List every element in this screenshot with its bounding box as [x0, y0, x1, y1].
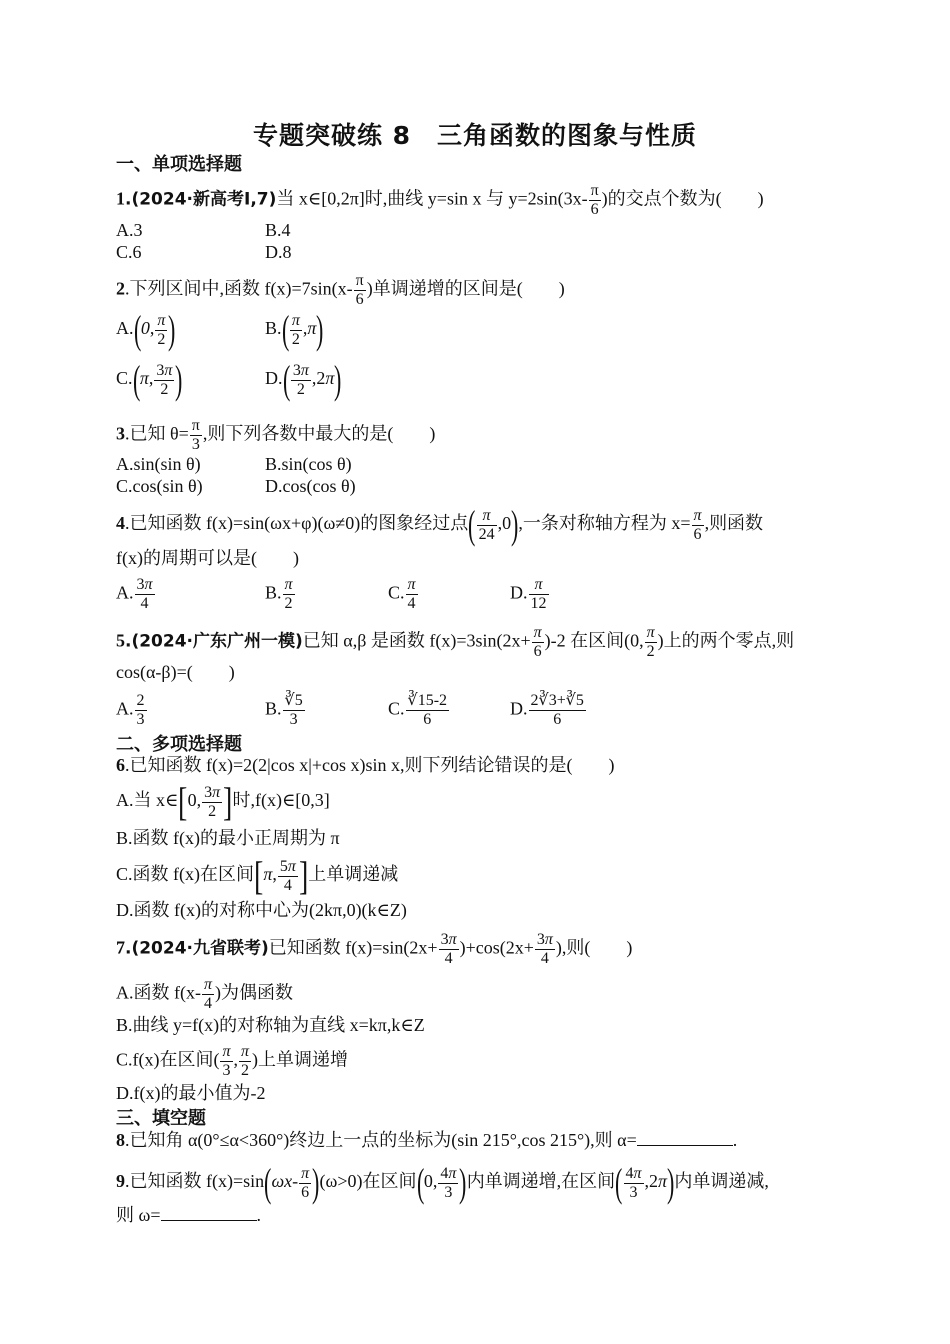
question-5: 5.(2024·广东广州一模)已知 α,β 是函数 f(x)=3sin(2x+ $\frac{\pi}{6}$ )-2 在区间(0, $\frac{\pi}{2}$ )上的两个零点,则	[116, 624, 795, 660]
q1-option-d[interactable]: D.8	[265, 242, 292, 262]
q4-option-a[interactable]: A. $\frac{3\pi}{4}$	[116, 576, 153, 612]
q6-option-c[interactable]: C.函数 f(x)在区间[π, $\frac{5\pi}{4}$ ]上单调递减	[116, 853, 399, 898]
question-source: .(2024·九省联考)	[125, 938, 269, 959]
question-number: 5	[116, 630, 125, 651]
q4-option-c[interactable]: C. $\frac{\pi}{4}$	[388, 576, 416, 612]
question-text-end: )单调递增的区间是( )	[366, 278, 565, 299]
page-title: 专题突破练 8 三角函数的图象与性质	[252, 121, 698, 150]
q2-option-c[interactable]: C.(π, $\frac{3\pi}{2}$ )	[116, 357, 183, 402]
q5-option-c[interactable]: C. $\frac{∛15-2}{6}$	[388, 692, 448, 728]
question-text-end: ,则下列各数中最大的是( )	[202, 423, 436, 444]
question-text: .已知函数 f(x)=2(2|cos x|+cos x)sin x,则下列结论错误的是( )	[125, 755, 615, 775]
section-heading-multiple-choice: 二、多项选择题	[116, 734, 242, 755]
question-6	[116, 753, 614, 777]
q5-option-b[interactable]: B. $\frac{∛5}{3}$	[265, 692, 303, 728]
question-3	[116, 417, 435, 454]
q5-option-a[interactable]: A. $\frac{2}{3}$	[116, 692, 145, 728]
q7-option-c[interactable]: C.f(x)在区间( $\frac{\pi}{3}$ , $\frac{\pi}{2}$ )上单调递增	[116, 1043, 349, 1079]
question-9: 9.已知函数 f(x)=sin(ωx- $\frac{\pi}{6}$ )(ω>0)在区间(0, $\frac{4\pi}{3}$ )内单调递增,在区间( $\frac{4\pi}{3}$ ,2π)内单调递减,	[116, 1160, 769, 1205]
question-source: .(2024·新高考Ⅰ,7)	[125, 189, 277, 210]
question-source: .(2024·广东广州一模)	[125, 631, 303, 652]
q3-option-d[interactable]: D.cos(cos θ)	[265, 476, 356, 496]
answer-blank[interactable]	[161, 1204, 257, 1221]
question-number: 1	[116, 188, 125, 209]
question-text: .下列区间中,函数 f(x)=7sin(x-	[125, 278, 353, 299]
question-number: 8	[116, 1130, 125, 1150]
question-text: 当 x∈[0,2π]时,曲线 y=sin x 与 y=2sin(3x-	[276, 188, 588, 209]
answer-blank[interactable]	[637, 1129, 733, 1146]
q2-option-d[interactable]: D.( $\frac{3\pi}{2}$ ,2π)	[265, 357, 342, 402]
question-4-line-2: f(x)的周期可以是( )	[116, 548, 299, 568]
question-text: .已知 θ=	[125, 423, 189, 444]
q3-option-a[interactable]: A.sin(sin θ)	[116, 454, 201, 474]
q6-option-d[interactable]: D.函数 f(x)的对称中心为(2kπ,0)(k∈Z)	[116, 900, 407, 920]
question-text-end: )的交点个数为( )	[601, 188, 764, 209]
q1-option-c[interactable]: C.6	[116, 242, 142, 262]
question-number: 4	[116, 513, 125, 534]
fraction: $\frac{\pi}{3}$	[191, 417, 200, 453]
section-heading-fill-in: 三、填空题	[116, 1108, 206, 1129]
q5-option-d[interactable]: D. $\frac{2∛3+∛5}{6}$	[510, 692, 584, 728]
q7-option-d[interactable]: D.f(x)的最小值为-2	[116, 1083, 266, 1103]
q6-option-a[interactable]: A.当 x∈[0, $\frac{3\pi}{2}$ ]时,f(x)∈[0,3]	[116, 779, 330, 824]
q3-option-b[interactable]: B.sin(cos θ)	[265, 454, 352, 474]
q4-option-d[interactable]: D. $\frac{\pi}{12}$	[510, 576, 547, 612]
q2-option-b[interactable]: B.( $\frac{\pi}{2}$ ,π)	[265, 307, 324, 352]
question-4: 4.已知函数 f(x)=sin(ωx+φ)(ω≠0)的图象经过点( $\frac{\pi}{24}$ ,0),一条对称轴方程为 x= $\frac{\pi}{6}$ ,则函数	[116, 502, 764, 547]
question-7: 7.(2024·九省联考)已知函数 f(x)=sin(2x+ $\frac{3\pi}{4}$ )+cos(2x+ $\frac{3\pi}{4}$ ),则( )	[116, 931, 633, 967]
fraction: $\frac{\pi}{6}$	[355, 272, 364, 308]
q4-option-b[interactable]: B. $\frac{\pi}{2}$	[265, 576, 293, 612]
q1-option-a[interactable]: A.3	[116, 220, 143, 240]
q3-option-c[interactable]: C.cos(sin θ)	[116, 476, 203, 496]
q7-option-a[interactable]: A.函数 f(x- $\frac{\pi}{4}$ )为偶函数	[116, 976, 293, 1012]
q7-option-b[interactable]: B.曲线 y=f(x)的对称轴为直线 x=kπ,k∈Z	[116, 1015, 425, 1035]
q6-option-b[interactable]: B.函数 f(x)的最小正周期为 π	[116, 828, 340, 848]
question-text: .已知角 α(0°≤α<360°)终边上一点的坐标为(sin 215°,cos 215°),则 α=	[125, 1130, 637, 1150]
question-text: .已知函数 f(x)=sin(ωx+φ)(ω≠0)的图象经过点	[125, 513, 469, 534]
fraction: $\frac{\pi}{6}$	[590, 182, 599, 218]
question-1	[116, 182, 764, 219]
q1-option-b[interactable]: B.4	[265, 220, 291, 240]
q2-option-a[interactable]: A.(0, $\frac{\pi}{2}$ )	[116, 307, 176, 352]
question-number: 7	[116, 937, 125, 958]
question-number: 6	[116, 755, 125, 775]
question-number: 9	[116, 1171, 125, 1192]
section-heading-single-choice: 一、单项选择题	[116, 154, 242, 175]
question-9-line-2: 则 ω= .	[116, 1205, 261, 1225]
question-number: 2	[116, 278, 125, 299]
question-2	[116, 272, 565, 309]
question-number: 3	[116, 423, 125, 444]
question-5-line-2: cos(α-β)=( )	[116, 662, 235, 682]
question-8: 8.已知角 α(0°≤α<360°)终边上一点的坐标为(sin 215°,cos 215°),则 α= .	[116, 1130, 738, 1150]
